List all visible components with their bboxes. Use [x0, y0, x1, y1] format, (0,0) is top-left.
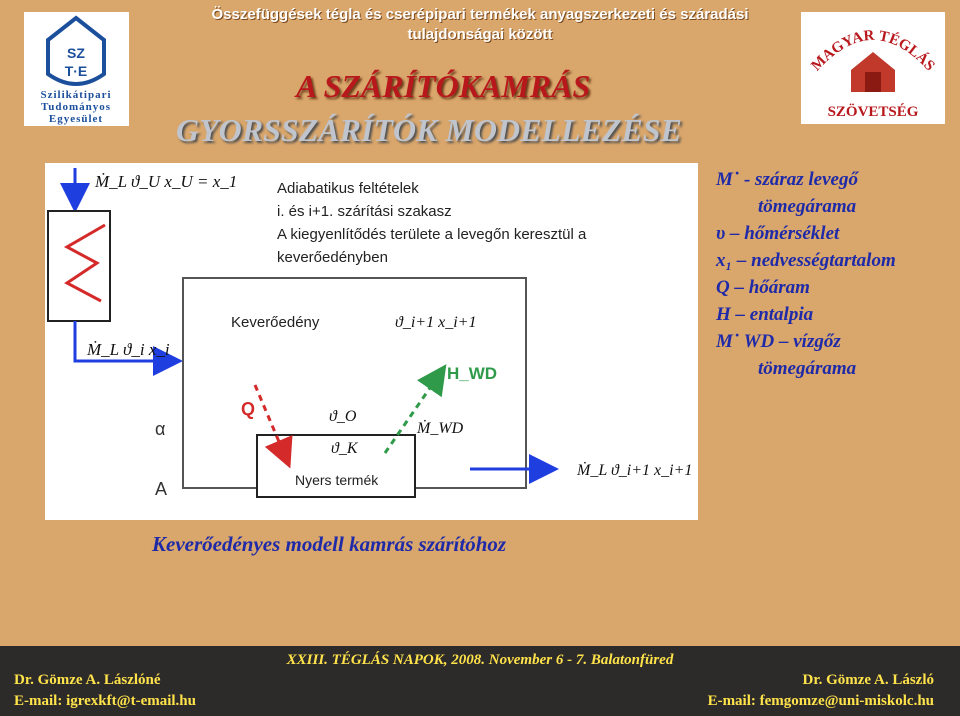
area-label: A	[155, 479, 168, 499]
footer-event: XXIII. TÉGLÁS NAPOK, 2008. November 6 - 7. Balatonfüred	[286, 652, 674, 668]
title-line-1: A SZÁRÍTÓKAMRÁS	[296, 68, 591, 104]
footer-right-name: Dr. Gömze A. László	[802, 672, 934, 688]
inlet-label: Ṁ_L ϑ_U x_U = x_1	[95, 172, 238, 191]
logo-left-text-1: Szilikátipari	[40, 89, 112, 101]
vapor-enthalpy-label: H_WD	[447, 364, 498, 383]
diagram-caption: Keverőedényes modell kamrás szárítóhoz	[152, 532, 507, 556]
header-line-1: Összefüggések tégla és cserépipari termékek anyagszerkezeti és száradási	[211, 6, 749, 23]
footer-left-name: Dr. Gömze A. Lászlóné	[14, 672, 161, 688]
legend-line-8: tömegárama	[758, 358, 857, 379]
legend-line-2: tömegárama	[758, 196, 857, 217]
alpha-label: α	[155, 419, 166, 439]
heat-flow-label: Q	[241, 399, 256, 419]
symbol-legend	[716, 166, 896, 382]
logo-left-text-3: Egyesület	[48, 113, 104, 125]
legend-line-4: x₁ – nedvességtartalom	[716, 250, 896, 271]
svg-text:MAGYAR TÉGLÁS: MAGYAR TÉGLÁS	[808, 27, 938, 75]
legend-line-3: υ – hőmérséklet	[716, 223, 840, 244]
condition-line-3: A kiegyenlítődés területe a levegőn keresztül a	[277, 226, 587, 243]
product-label: Nyers termék	[295, 472, 379, 488]
header-line-2: tulajdonságai között	[407, 26, 553, 43]
legend-line-1: M˙ - száraz levegő	[716, 169, 858, 190]
footer-left-email[interactable]: E-mail: igrexkft@t-email.hu	[14, 693, 196, 709]
core-temp-label: ϑ_K	[331, 440, 358, 457]
condition-line-4: keverőedényben	[277, 249, 388, 266]
vapor-flow-label: Ṁ_WD	[417, 420, 464, 437]
svg-text:T·E: T·E	[64, 63, 88, 79]
logo-left-text-2: Tudományos	[40, 101, 112, 113]
mixer-label: Keverőedény	[231, 314, 320, 331]
heater-outlet-label: Ṁ_L ϑ_i x_i	[87, 340, 170, 359]
magyar-teglas-logo	[801, 12, 945, 124]
svg-text:SZ: SZ	[67, 45, 85, 61]
footer-bar	[0, 646, 960, 716]
legend-line-6: H – entalpia	[716, 304, 814, 325]
outlet-label: Ṁ_L ϑ_i+1 x_i+1	[577, 462, 693, 479]
footer-right-email[interactable]: E-mail: femgomze@uni-miskolc.hu	[707, 693, 934, 709]
surface-temp-label: ϑ_O	[329, 408, 357, 425]
title-line-2: GYORSSZÁRÍTÓK MODELLEZÉSE	[176, 112, 682, 148]
condition-line-1: Adiabatikus feltételek	[277, 180, 419, 197]
logo-right-bottom: SZÖVETSÉG	[827, 104, 919, 120]
mixer-state-label: ϑ_i+1 x_i+1	[395, 314, 477, 331]
legend-line-7: M˙ WD – vízgőz	[716, 331, 841, 352]
condition-line-2: i. és i+1. szárítási szakasz	[277, 203, 452, 220]
mixer-model-diagram	[45, 163, 698, 520]
legend-line-5: Q – hőáram	[716, 277, 810, 298]
szte-logo	[24, 12, 129, 126]
